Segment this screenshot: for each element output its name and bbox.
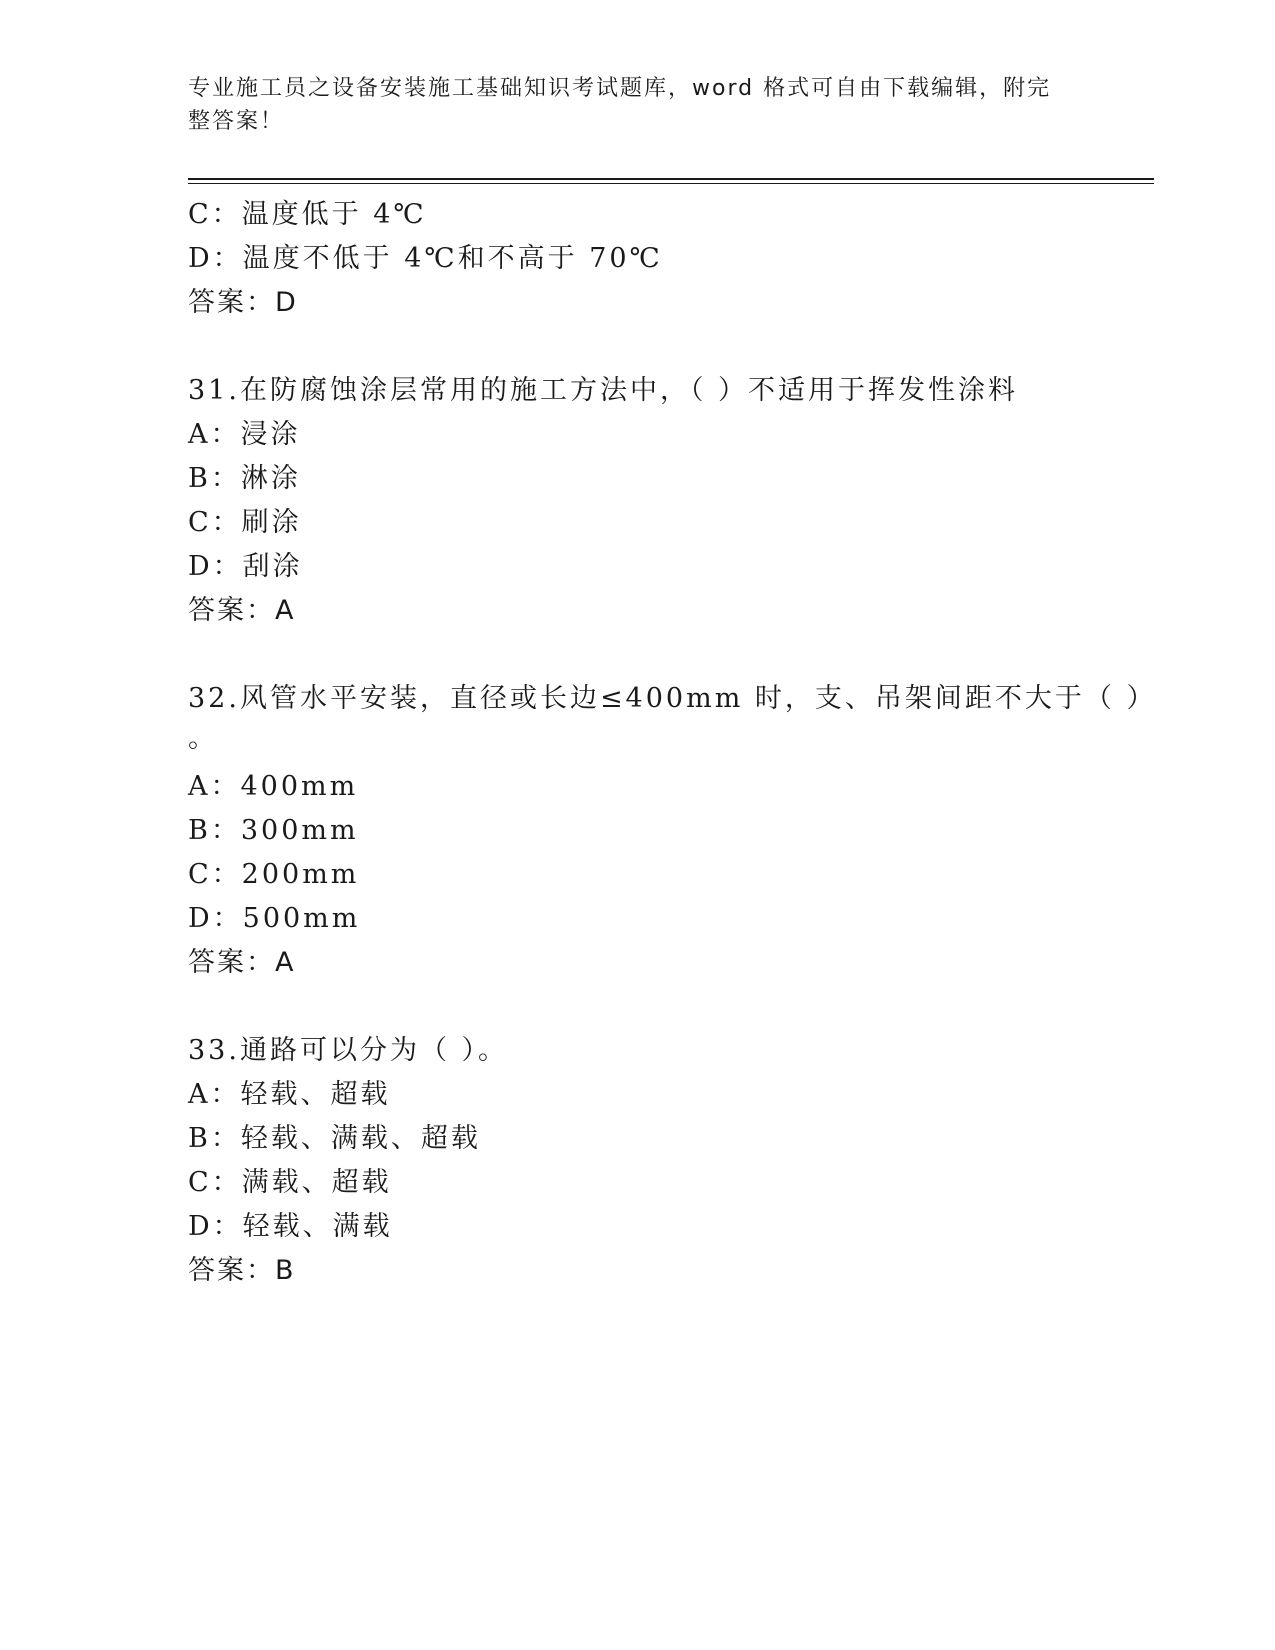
- q32-option-d: D：500mm: [188, 903, 361, 934]
- q30-answer: 答案：D: [188, 287, 298, 318]
- q30-option-c: C：温度低于 4℃: [188, 199, 427, 230]
- q31-option-a: A：浸涂: [188, 419, 301, 450]
- q33-option-d: D：轻载、满载: [188, 1211, 393, 1242]
- q32-stem: 32.风管水平安装，直径或长边≤400mm 时，支、吊架间距不大于（ ）: [188, 683, 1157, 714]
- q32-answer: 答案：A: [188, 947, 296, 978]
- q33-stem: 33.通路可以分为（ ）。: [188, 1035, 509, 1066]
- q31-option-b: B：淋涂: [188, 463, 301, 494]
- q32-option-b: B：300mm: [188, 815, 359, 846]
- q32-option-a: A：400mm: [188, 771, 359, 802]
- q30-option-d: D：温度不低于 4℃和不高于 70℃: [188, 243, 663, 274]
- q33-answer: 答案：B: [188, 1255, 296, 1286]
- q31-stem: 31.在防腐蚀涂层常用的施工方法中，（ ）不适用于挥发性涂料: [188, 375, 1019, 406]
- header-divider: [188, 178, 1154, 184]
- q32-stem-continuation: 。: [188, 723, 218, 754]
- page-header: [188, 72, 1068, 138]
- q33-option-b: B：轻载、满载、超载: [188, 1123, 481, 1154]
- header-line-2: 整答案！: [188, 109, 285, 134]
- q33-option-a: A：轻载、超载: [188, 1079, 391, 1110]
- q31-answer: 答案：A: [188, 595, 296, 626]
- q33-option-c: C：满载、超载: [188, 1167, 392, 1198]
- q31-option-d: D：刮涂: [188, 551, 303, 582]
- header-line-1: 专业施工员之设备安装施工基础知识考试题库，word 格式可自由下载编辑，附完: [188, 76, 1052, 101]
- q31-option-c: C：刷涂: [188, 507, 302, 538]
- q32-option-c: C：200mm: [188, 859, 360, 890]
